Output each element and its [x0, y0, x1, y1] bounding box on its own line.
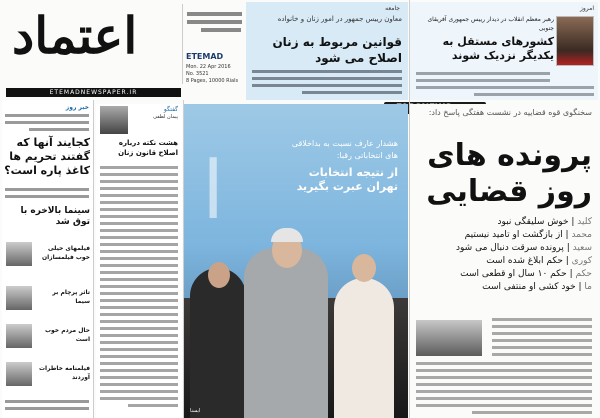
- text-line: [100, 166, 178, 169]
- person-right: [334, 278, 394, 418]
- text-line: [100, 313, 178, 316]
- text-line: [100, 222, 178, 225]
- item-photo: [6, 242, 32, 266]
- text-line: [416, 369, 592, 372]
- lead-headline: پرونده های روز قضایی: [426, 138, 592, 209]
- issue-date: Mon. 22 Apr 2016: [186, 64, 231, 70]
- text-line: [100, 215, 178, 218]
- text-line: [100, 194, 178, 197]
- text-line: [100, 348, 178, 351]
- author-photo: [100, 106, 128, 134]
- hair: [271, 228, 303, 242]
- text-line: [416, 390, 592, 393]
- item-photo: [6, 286, 32, 310]
- text-line: [5, 407, 89, 410]
- text-line: [416, 376, 592, 379]
- issue-details: [186, 64, 238, 85]
- face: [208, 262, 230, 288]
- text-line: [100, 229, 178, 232]
- text-line: [472, 411, 592, 414]
- text-line: [416, 397, 592, 400]
- person-center: [244, 248, 328, 418]
- lead-sub: سخنگوی قوه قضاییه در نشست هفتگی پاسخ داد:: [428, 108, 592, 117]
- text-line: [100, 264, 178, 267]
- list-item: کوری | حکم ابلاغ شده است: [486, 256, 592, 266]
- person-left: [190, 268, 246, 418]
- text-line: [100, 306, 178, 309]
- left-headline-2[interactable]: سینما بالاخره با توق شد: [20, 206, 90, 227]
- text-line: [416, 383, 592, 386]
- text-line: [29, 128, 89, 131]
- text-line: [100, 187, 178, 190]
- item-photo: [6, 362, 32, 386]
- text-line: [100, 201, 178, 204]
- lead-photo[interactable]: [184, 104, 408, 418]
- text-line: [100, 327, 178, 330]
- issue-number: No. 3521: [186, 71, 209, 77]
- text-line: [5, 121, 89, 124]
- list-item: کلید | خوش سلیقگی نبود: [497, 217, 592, 227]
- text-line: [100, 271, 178, 274]
- text-line: [100, 376, 178, 379]
- column-tag: گفتگو: [163, 106, 178, 113]
- text-line: [100, 299, 178, 302]
- left-column: [2, 100, 94, 418]
- lead-list: [416, 216, 592, 294]
- text-line: [100, 257, 178, 260]
- text-line: [100, 208, 178, 211]
- interview-headline[interactable]: هشت نکته درباره اصلاح قانون زنان: [118, 139, 178, 157]
- text-line: [416, 86, 594, 89]
- item-photo: [6, 324, 32, 348]
- left-item-2[interactable]: تاثر پرچام بر سیما: [52, 289, 90, 305]
- paper-name-en: ETEMAD: [186, 52, 224, 61]
- text-line: [100, 173, 178, 176]
- logo-text: اعتماد: [12, 6, 138, 65]
- top-right-story[interactable]: [410, 2, 598, 100]
- column-divider: [183, 100, 184, 418]
- left-item-4[interactable]: فیلمنامه خاطرات آوردند: [38, 365, 90, 381]
- column-tag: خبر روز: [65, 104, 89, 111]
- story-headline: کشورهای مستقل به یکدیگر نزدیک شوند: [442, 35, 554, 62]
- text-line: [100, 285, 178, 288]
- list-item: ما | خود کشی او منتفی است: [482, 282, 592, 292]
- text-line: [492, 325, 592, 328]
- list-item: حکم | حکم ۱۰ سال او قطعی است: [460, 269, 592, 279]
- info-line: [187, 20, 242, 24]
- story-headline: قوانین مربوط به زنان اصلاح می شود: [272, 35, 402, 65]
- info-line: [187, 12, 242, 16]
- lead-story[interactable]: [410, 104, 598, 418]
- text-line: [100, 397, 178, 400]
- text-line: [5, 195, 89, 198]
- text-line: [5, 400, 89, 403]
- decorative-letter: ا: [202, 144, 225, 237]
- text-line: [100, 250, 178, 253]
- logo: [4, 4, 180, 82]
- story-photo: [416, 320, 482, 356]
- text-line: [492, 332, 592, 335]
- text-line: [100, 180, 178, 183]
- story-sub: معاون رییس جمهور در امور زنان و خانواده: [277, 15, 402, 23]
- top-center-story[interactable]: [246, 2, 408, 100]
- story-tag: امروز: [580, 5, 594, 12]
- info-line: [201, 28, 241, 32]
- text-line: [492, 346, 592, 349]
- text-line: [492, 353, 592, 356]
- text-line: [128, 404, 178, 407]
- photo-caption: ایسنا: [190, 408, 201, 414]
- left-item-1[interactable]: فیلمهای خیلی خوب فیلمسازان: [41, 245, 90, 261]
- column-divider: [409, 0, 410, 418]
- text-line: [100, 278, 178, 281]
- text-line: [100, 334, 178, 337]
- text-line: [252, 70, 402, 73]
- text-line: [100, 243, 178, 246]
- issue-price: 8 Pages, 10000 Rials: [186, 78, 239, 84]
- story-sub: رهبر معظم انقلاب در دیدار رییس جمهوری آفریقای جنوبی: [427, 16, 554, 32]
- masthead: [0, 0, 600, 86]
- story-photo: [556, 16, 594, 66]
- text-line: [492, 318, 592, 321]
- text-line: [416, 79, 550, 82]
- left-item-3[interactable]: حال مردم خوب است: [45, 327, 90, 343]
- text-line: [100, 362, 178, 365]
- left-headline-1[interactable]: کجایند آنها که گفتند تحریم ها کاغذ پاره است؟: [4, 136, 90, 177]
- text-line: [416, 72, 550, 75]
- text-line: [100, 355, 178, 358]
- text-line: [100, 369, 178, 372]
- text-line: [252, 77, 402, 80]
- photo-quote-bold: از نتیجه انتخابات تهران عبرت بگیرید: [296, 166, 398, 193]
- text-line: [100, 390, 178, 393]
- text-line: [492, 339, 592, 342]
- text-line: [100, 341, 178, 344]
- author-name: پیمان لطفی: [153, 114, 178, 120]
- face: [352, 254, 376, 282]
- text-line: [474, 93, 594, 96]
- text-line: [416, 362, 592, 365]
- text-line: [302, 91, 402, 94]
- text-line: [100, 320, 178, 323]
- text-line: [100, 292, 178, 295]
- text-line: [416, 404, 592, 407]
- text-line: [5, 114, 89, 117]
- list-item: سعید | پرونده سرقت دنبال می شود: [456, 243, 592, 253]
- list-item: محمد | از بازگشت او تامید نیستیم: [464, 230, 592, 240]
- text-line: [252, 84, 402, 87]
- story-tag: جامعه: [385, 5, 400, 12]
- logo-strip: ETEMADNEWSPAPER.IR: [6, 88, 181, 97]
- text-line: [5, 188, 89, 191]
- text-line: [100, 236, 178, 239]
- interview-column: [96, 104, 182, 418]
- text-line: [100, 383, 178, 386]
- photo-quote: هشدار عارف نسبت به بداخلاقی های انتخاباتی رقبا:: [291, 139, 398, 160]
